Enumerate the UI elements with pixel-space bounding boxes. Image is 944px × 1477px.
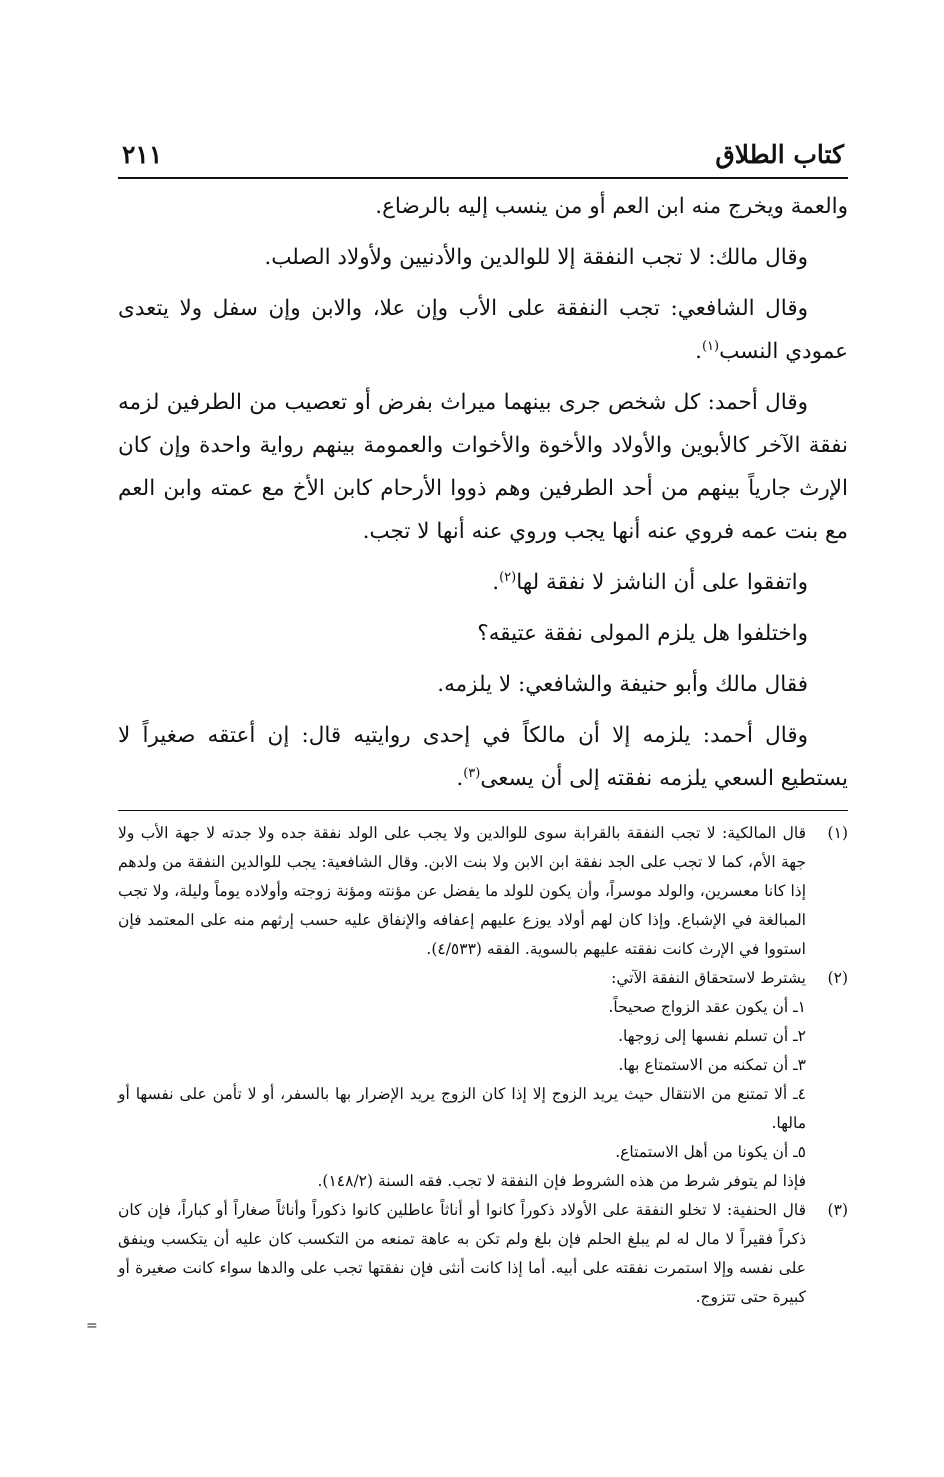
paragraph: وقال الشافعي: تجب النفقة على الأب وإن علا، والابن وإن سفل ولا يتعدى عمودي النسب$^{(١)}$.	[118, 296, 848, 364]
footnote-body	[118, 819, 806, 964]
paragraph-text: واختلفوا هل يلزم المولى نفقة عتيقه؟	[477, 621, 808, 646]
paragraph-text: واتفقوا على أن الناشز لا نفقة لها	[516, 570, 808, 595]
main-text	[118, 185, 848, 800]
footnote-line: فإذا لم يتوفر شرط من هذه الشروط فإن النفقة لا تجب. فقه السنة (١٤٨/٢).	[317, 1172, 806, 1190]
paragraph	[118, 663, 848, 706]
footnote-number: (١)	[827, 824, 848, 842]
paragraph-text: وقال مالك: لا تجب النفقة إلا للوالدين والأدنيين ولأولاد الصلب.	[264, 245, 808, 270]
paragraph	[118, 185, 848, 228]
footnote-reference[interactable]: (١)	[701, 338, 720, 354]
footnote-line: ٤ـ ألا تمتنع من الانتقال حيث يريد الزوج إلا إذا كان الزوج يريد الإضرار بها بالسفر، أو لا تأمن على نفسها أو مالها.	[118, 1085, 806, 1132]
footnote	[118, 819, 848, 964]
footnote-line: ١ـ أن يكون عقد الزواج صحيحاً.	[608, 998, 806, 1016]
paragraph-text: وقال الشافعي: تجب النفقة على الأب وإن علا، والابن وإن سفل ولا يتعدى عمودي النسب	[118, 296, 848, 364]
footnote-body	[118, 1196, 806, 1312]
footnote-number: (٣)	[827, 1201, 848, 1219]
footnote-line: ٣ـ أن تمكنه من الاستمتاع بها.	[618, 1056, 806, 1074]
footnote-line: قال المالكية: لا تجب النفقة بالقرابة سوى للوالدين ولا يجب على الولد نفقة جده ولا جدته لا جهة الأب ولا جهة الأم، كما لا تجب على الجد نفقة ابن الابن ولا بنت الابن. وقال الشافعية: يجب للوالدين النفقة من ولدهم إذا كانا معسرين، والولد موسراً، وأن يكون للولد ما يفضل عن مؤنته ومؤنة زوجته وأولاده يوماً وليلة، ولا تجب المبالغة في الإشباع. وإذا كان لهم أولاد يوزع عليهم إعفافه والإنفاق عليه حسب إرثهم منه على المعتمد فإن استووا في الإرث كانت نفقته عليهم بالسوية. الفقه (٤/٥٣٣).	[118, 824, 806, 958]
page	[118, 140, 848, 1312]
footnote	[118, 1196, 848, 1312]
chapter-title: كتاب الطلاق	[715, 140, 844, 169]
paragraph	[118, 612, 848, 655]
footnote-number: (٢)	[827, 969, 848, 987]
paragraph-text: وقال أحمد: يلزمه إلا أن مالكاً في إحدى روايتيه قال: إن أعتقه صغيراً لا يستطيع السعي يلزمه نفقته إلى أن يسعى	[118, 723, 848, 791]
paragraph: وقال أحمد: يلزمه إلا أن مالكاً في إحدى روايتيه قال: إن أعتقه صغيراً لا يستطيع السعي يلزمه نفقته إلى أن يسعى$^{(٣)}$.	[118, 723, 848, 791]
footnote-reference[interactable]: (٣)	[463, 765, 481, 781]
paragraph: واتفقوا على أن الناشز لا نفقة لها$^{(٢)}$.	[492, 569, 808, 595]
running-header	[118, 140, 848, 179]
footnote-line: ٢ـ أن تسلم نفسها إلى زوجها.	[618, 1027, 806, 1045]
paragraph-text: وقال أحمد: كل شخص جرى بينهما ميراث بفرض أو تعصيب من الطرفين لزمه نفقة الآخر كالأبوين والأولاد والأخوة والأخوات والعمومة بينهم رواية واحدة وإن كان الإرث جارياً بينهم من أحد الطرفين وهم ذووا الأرحام كابن الأخ مع عمته وابن العم مع بنت عمه فروي عنه أنها يجب وروي عنه أنها لا تجب.	[118, 390, 848, 544]
footnotes	[118, 810, 848, 1312]
footnote	[118, 964, 848, 1196]
footnote-body	[118, 964, 806, 1196]
footnote-line: قال الحنفية: لا تخلو النفقة على الأولاد ذكوراً كانوا أو أناثاً عاطلين كانوا ذكوراً وأناثاً صغاراً أو كباراً، فإن كان ذكراً فقيراً لا مال له لم يبلغ الحلم فإن بلغ ولم تكن به عاهة تمنعه من التكسب كان عليه أن يتكسب وينفق على نفسه وإلا استمرت نفقته على أبيه. أما إذا كانت أنثى فإن نفقتها تجب على والدها سواء كانت صغيرة أو كبيرة حتى تتزوج.	[118, 1201, 806, 1306]
page-number: ٢١١	[122, 140, 163, 169]
paragraph	[118, 381, 848, 553]
paragraph-text: والعمة ويخرج منه ابن العم أو من ينسب إليه بالرضاع.	[375, 194, 848, 219]
footnote-line: ٥ـ أن يكونا من أهل الاستمتاع.	[615, 1143, 806, 1161]
footnote-reference[interactable]: (٢)	[499, 569, 517, 585]
paragraph-text: فقال مالك وأبو حنيفة والشافعي: لا يلزمه.	[437, 672, 808, 697]
margin-mark: =	[86, 1318, 98, 1334]
paragraph	[118, 236, 848, 279]
footnote-line: يشترط لاستحقاق النفقة الآتي:	[611, 969, 806, 987]
